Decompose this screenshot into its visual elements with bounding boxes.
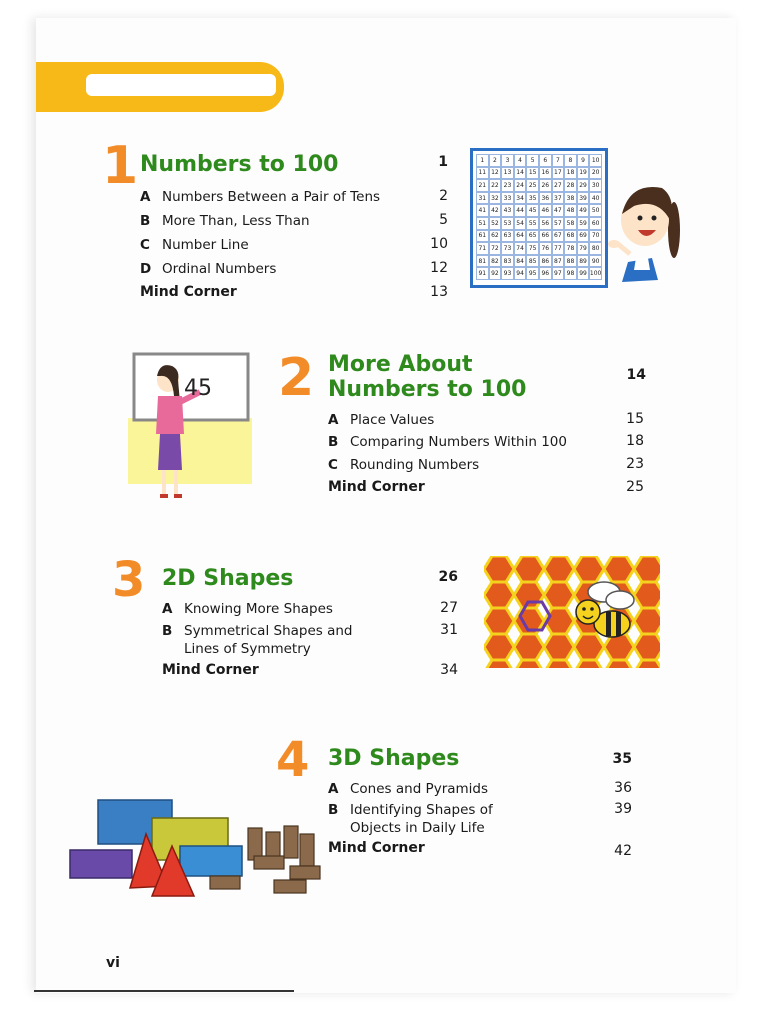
hundred-chart-cell: 11: [476, 167, 489, 180]
hundred-chart-cell: 31: [476, 192, 489, 205]
chapter-1-item-c-page: 10: [430, 236, 448, 252]
hundred-chart-cell: 90: [589, 255, 602, 268]
hundred-chart-cell: 69: [577, 230, 590, 243]
hundred-chart-cell: 4: [514, 154, 527, 167]
item-letter: B: [140, 213, 151, 229]
hundred-chart-cell: 43: [501, 204, 514, 217]
item-text: More Than, Less Than: [162, 213, 310, 229]
hundred-chart-cell: 98: [564, 267, 577, 280]
hundred-chart-cell: 51: [476, 217, 489, 230]
hundred-chart-cell: 63: [501, 230, 514, 243]
hundred-chart-cell: 33: [501, 192, 514, 205]
hundred-chart-cell: 47: [552, 204, 565, 217]
hundred-chart-cell: 77: [552, 242, 565, 255]
hundred-chart-cell: 85: [526, 255, 539, 268]
hundred-chart-cell: 71: [476, 242, 489, 255]
item-text: Comparing Numbers Within 100: [350, 434, 567, 450]
hundred-chart-cell: 79: [577, 242, 590, 255]
hundred-chart-cell: 99: [577, 267, 590, 280]
hundred-chart-cell: 78: [564, 242, 577, 255]
item-text: Knowing More Shapes: [184, 601, 333, 617]
hundred-chart-cell: 72: [489, 242, 502, 255]
hundred-chart: [470, 148, 608, 288]
item-letter: C: [328, 457, 338, 473]
hundred-chart-cell: 50: [589, 204, 602, 217]
hundred-chart-cell: 83: [501, 255, 514, 268]
chapter-1-title[interactable]: Numbers to 100: [140, 152, 339, 177]
chapter-1-number: 1: [102, 136, 139, 196]
hundred-chart-cell: 60: [589, 217, 602, 230]
item-letter: D: [140, 261, 152, 277]
hundred-chart-cell: 92: [489, 267, 502, 280]
chapter-3-title[interactable]: 2D Shapes: [162, 566, 294, 591]
chapter-1-item-a[interactable]: [140, 188, 380, 206]
hundred-chart-cell: 48: [564, 204, 577, 217]
hundred-chart-cell: 9: [577, 154, 590, 167]
hundred-chart-cell: 82: [489, 255, 502, 268]
item-letter: A: [162, 601, 173, 617]
item-letter: C: [140, 237, 150, 253]
item-text: Rounding Numbers: [350, 457, 480, 473]
hundred-chart-cell: 21: [476, 179, 489, 192]
3d-shapes-illustration: [68, 792, 340, 904]
chapter-1-item-b-page: 5: [439, 212, 448, 228]
hundred-chart-cell: 58: [564, 217, 577, 230]
chapter-4-item-a-page: 36: [614, 780, 632, 796]
hundred-chart-cell: 67: [552, 230, 565, 243]
hundred-chart-cell: 88: [564, 255, 577, 268]
hundred-chart-cell: 59: [577, 217, 590, 230]
hundred-chart-cell: 75: [526, 242, 539, 255]
page-number: vi: [106, 955, 120, 971]
hundred-chart-cell: 45: [526, 204, 539, 217]
page-edge: [34, 990, 294, 992]
hundred-chart-cell: 7: [552, 154, 565, 167]
hundred-chart-cell: 40: [589, 192, 602, 205]
chapter-1-mind-corner[interactable]: Mind Corner: [140, 284, 237, 300]
item-letter: B: [328, 802, 339, 818]
honeycomb-bee-illustration: [484, 556, 660, 668]
teacher-whiteboard-illustration: [128, 352, 252, 502]
hundred-chart-cell: 89: [577, 255, 590, 268]
chapter-3-item-a[interactable]: [162, 600, 333, 618]
hundred-chart-cell: 24: [514, 179, 527, 192]
hundred-chart-cell: 25: [526, 179, 539, 192]
hundred-chart-cell: 5: [526, 154, 539, 167]
hundred-chart-cell: 84: [514, 255, 527, 268]
hundred-chart-cell: 66: [539, 230, 552, 243]
item-letter: A: [328, 412, 339, 428]
chapter-1-item-d[interactable]: [140, 260, 276, 278]
chapter-4-mind-corner[interactable]: Mind Corner: [328, 840, 425, 856]
item-letter: B: [328, 434, 339, 450]
chapter-2-mind-corner-page: 25: [626, 479, 644, 495]
item-text: Ordinal Numbers: [162, 261, 277, 277]
chapter-2-item-c-page: 23: [626, 456, 644, 472]
item-text: Place Values: [350, 412, 435, 428]
hundred-chart-cell: 18: [564, 167, 577, 180]
chapter-2-title-line2[interactable]: Numbers to 100: [328, 377, 527, 402]
chapter-2-item-b[interactable]: [328, 433, 567, 451]
item-letter: A: [328, 781, 339, 797]
chapter-4-mind-corner-page: 42: [614, 843, 632, 859]
hundred-chart-cell: 8: [564, 154, 577, 167]
hundred-chart-cell: 32: [489, 192, 502, 205]
hundred-chart-cell: 41: [476, 204, 489, 217]
hundred-chart-grid: [476, 154, 602, 280]
hundred-chart-cell: 76: [539, 242, 552, 255]
hundred-chart-cell: 10: [589, 154, 602, 167]
hundred-chart-cell: 34: [514, 192, 527, 205]
hundred-chart-cell: 23: [501, 179, 514, 192]
hundred-chart-cell: 97: [552, 267, 565, 280]
hundred-chart-cell: 29: [577, 179, 590, 192]
item-text: Cones and Pyramids: [350, 781, 489, 797]
hundred-chart-cell: 93: [501, 267, 514, 280]
chapter-3-number: 3: [112, 552, 146, 608]
hundred-chart-cell: 91: [476, 267, 489, 280]
hundred-chart-cell: 81: [476, 255, 489, 268]
chapter-2-item-b-page: 18: [626, 433, 644, 449]
item-text: Identifying Shapes of Objects in Daily Life: [350, 802, 493, 836]
hundred-chart-cell: 19: [577, 167, 590, 180]
chapter-3-mind-corner-page: 34: [440, 662, 458, 678]
hundred-chart-cell: 6: [539, 154, 552, 167]
item-letter: B: [162, 623, 173, 639]
item-text: Number Line: [162, 237, 249, 253]
hundred-chart-cell: 42: [489, 204, 502, 217]
hundred-chart-cell: 16: [539, 167, 552, 180]
hundred-chart-cell: 26: [539, 179, 552, 192]
chapter-2-title-line1[interactable]: More About: [328, 352, 473, 377]
chapter-1-item-d-page: 12: [430, 260, 448, 276]
hundred-chart-cell: 53: [501, 217, 514, 230]
header-tab-label-area: [86, 74, 276, 96]
hundred-chart-cell: 14: [514, 167, 527, 180]
hundred-chart-cell: 28: [564, 179, 577, 192]
hundred-chart-cell: 70: [589, 230, 602, 243]
chapter-4-item-a[interactable]: [328, 780, 488, 798]
hundred-chart-cell: 57: [552, 217, 565, 230]
hundred-chart-cell: 46: [539, 204, 552, 217]
hundred-chart-cell: 35: [526, 192, 539, 205]
chapter-3-page: 26: [438, 569, 458, 585]
hundred-chart-cell: 56: [539, 217, 552, 230]
whiteboard-number: 45: [184, 376, 212, 401]
hundred-chart-cell: 52: [489, 217, 502, 230]
chapter-3-item-b-page: 31: [440, 622, 458, 638]
hundred-chart-cell: 49: [577, 204, 590, 217]
hundred-chart-cell: 2: [489, 154, 502, 167]
item-text: Numbers Between a Pair of Tens: [162, 189, 381, 205]
item-letter: A: [140, 189, 151, 205]
chapter-4-item-b[interactable]: [328, 801, 540, 837]
hundred-chart-cell: 1: [476, 154, 489, 167]
hundred-chart-cell: 80: [589, 242, 602, 255]
chapter-1-mind-corner-page: 13: [430, 284, 448, 300]
hundred-chart-cell: 44: [514, 204, 527, 217]
hundred-chart-cell: 100: [589, 267, 602, 280]
hundred-chart-cell: 86: [539, 255, 552, 268]
hundred-chart-cell: 55: [526, 217, 539, 230]
hundred-chart-cell: 22: [489, 179, 502, 192]
hundred-chart-cell: 96: [539, 267, 552, 280]
hundred-chart-cell: 38: [564, 192, 577, 205]
chapter-1-item-a-page: 2: [439, 188, 448, 204]
chapter-4-number: 4: [276, 732, 310, 788]
hundred-chart-cell: 95: [526, 267, 539, 280]
chapter-2-page: 14: [626, 367, 646, 383]
hundred-chart-cell: 64: [514, 230, 527, 243]
hundred-chart-cell: 73: [501, 242, 514, 255]
chapter-1-item-c[interactable]: [140, 236, 249, 254]
hundred-chart-cell: 3: [501, 154, 514, 167]
hundred-chart-cell: 61: [476, 230, 489, 243]
chapter-4-item-b-page: 39: [614, 801, 632, 817]
hundred-chart-cell: 74: [514, 242, 527, 255]
chapter-2-mind-corner[interactable]: Mind Corner: [328, 479, 425, 495]
hundred-chart-cell: 17: [552, 167, 565, 180]
hundred-chart-cell: 54: [514, 217, 527, 230]
hundred-chart-cell: 20: [589, 167, 602, 180]
item-text: Symmetrical Shapes and Lines of Symmetry: [184, 623, 353, 657]
girl-illustration: [600, 170, 700, 285]
hundred-chart-cell: 36: [539, 192, 552, 205]
hundred-chart-cell: 87: [552, 255, 565, 268]
chapter-2-item-a[interactable]: [328, 411, 434, 429]
chapter-1-page: 1: [438, 154, 448, 170]
hundred-chart-cell: 15: [526, 167, 539, 180]
hundred-chart-cell: 13: [501, 167, 514, 180]
hundred-chart-cell: 37: [552, 192, 565, 205]
chapter-4-page: 35: [612, 751, 632, 767]
hundred-chart-cell: 94: [514, 267, 527, 280]
chapter-2-item-c[interactable]: [328, 456, 479, 474]
hundred-chart-cell: 30: [589, 179, 602, 192]
hundred-chart-cell: 27: [552, 179, 565, 192]
chapter-3-item-a-page: 27: [440, 600, 458, 616]
hundred-chart-cell: 65: [526, 230, 539, 243]
chapter-3-item-b[interactable]: [162, 622, 354, 658]
hundred-chart-cell: 62: [489, 230, 502, 243]
hundred-chart-cell: 39: [577, 192, 590, 205]
chapter-2-item-a-page: 15: [626, 411, 644, 427]
chapter-2-number: 2: [278, 348, 315, 408]
hundred-chart-cell: 12: [489, 167, 502, 180]
chapter-1-item-b[interactable]: [140, 212, 310, 230]
chapter-4-title[interactable]: 3D Shapes: [328, 746, 460, 771]
hundred-chart-cell: 68: [564, 230, 577, 243]
chapter-3-mind-corner[interactable]: Mind Corner: [162, 662, 259, 678]
